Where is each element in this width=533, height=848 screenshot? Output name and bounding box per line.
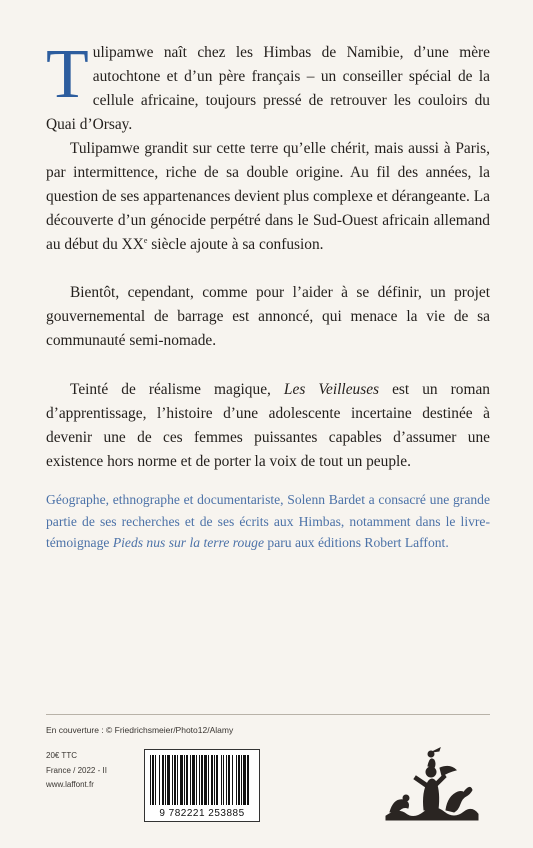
barcode-bar — [228, 755, 230, 805]
summary-paragraph-1-text: ulipamwe naît chez les Himbas de Namibie, d’une mère autochtone et d’un père français – un conseiller spécial de la cellule africaine, toujours pressé de retrouver les couloirs du Quai d’Orsay. — [46, 44, 490, 133]
divider-rule — [46, 714, 490, 715]
website-label: www.laffont.fr — [46, 780, 94, 789]
barcode-bar — [199, 755, 200, 805]
barcode-bar — [192, 755, 195, 805]
barcode-bar — [165, 755, 166, 805]
summary-paragraph-4-start: Teinté de réalisme magique, — [70, 381, 284, 398]
barcode-bar — [152, 755, 154, 805]
barcode-bar — [211, 755, 213, 805]
barcode-bar — [184, 755, 185, 805]
barcode-bar — [162, 755, 164, 805]
summary-paragraph-1 — [46, 36, 490, 137]
barcode-bar — [150, 755, 151, 805]
summary-paragraph-4 — [46, 378, 490, 474]
barcode-bar — [155, 755, 156, 805]
isbn-barcode — [144, 749, 260, 822]
barcode-bar — [243, 755, 246, 805]
summary-paragraph-2-text: Tulipamwe grandit sur cette terre qu’elle chérit, mais aussi à Paris, par intermittence, riche de sa double origine. Au fil des années, la question de ses appartenances devient plus complexe et dérangeante. La découverte d’un génocide perpétré dans le Sud-Ouest africain allemand au début du — [46, 140, 490, 253]
barcode-bar — [214, 755, 215, 805]
author-bio — [46, 489, 490, 554]
barcode-bar — [159, 755, 160, 805]
novel-title: Les Veilleuses — [283, 381, 380, 398]
barcode-bar — [223, 755, 224, 805]
barcode-bars — [148, 755, 256, 805]
isbn-number: 9 782221 253885 — [159, 808, 245, 819]
barcode-bar — [247, 755, 249, 805]
barcode-bar — [236, 755, 237, 805]
author-bio-end: paru aux éditions Robert Laffont. — [264, 535, 449, 550]
edition-label: France / 2022 - II — [46, 765, 107, 775]
barcode-bar — [167, 755, 170, 805]
barcode-bar — [196, 755, 197, 805]
century-numeral: XX — [121, 236, 144, 253]
barcode-bar — [226, 755, 227, 805]
summary-paragraph-2 — [46, 137, 490, 257]
cover-credit: En couverture : © Friedrichsmeier/Photo12/Alamy — [46, 725, 234, 735]
barcode-bar — [204, 755, 207, 805]
barcode-bar — [238, 755, 240, 805]
barcode-bar — [241, 755, 242, 805]
author-bio-start: Géographe, ethnographe et documentariste, Solenn Bardet a consacré une grande partie de ses recherches et de ses écrits aux Himbas, notamment dans le livre-témoignage — [46, 492, 490, 550]
previous-book-title: Pieds nus sur la terre rouge — [112, 535, 264, 550]
publisher-info — [46, 749, 107, 793]
barcode-bar — [174, 755, 176, 805]
barcode-bar — [177, 755, 178, 805]
barcode-bar — [201, 755, 203, 805]
barcode-bar — [186, 755, 188, 805]
barcode-bar — [180, 755, 183, 805]
summary-paragraph-3: Bientôt, cependant, comme pour l’aider à se définir, un projet gouvernemental de barrage est annoncé, qui menace la vie de sa communauté semi-nomade. — [46, 284, 490, 349]
barcode-bar — [232, 755, 233, 805]
barcode-bar — [208, 755, 209, 805]
barcode-bar — [221, 755, 222, 805]
summary-paragraph-4-end: est un roman d’apprentissage, l’histoire d’une adolescente incertaine destinée à devenir une de ces femmes puissantes capables d’assumer une existence hors norme et de porter la voix de tout un peuple. — [46, 381, 490, 470]
century-superscript: e — [143, 235, 148, 245]
mythological-figures-logo-icon — [384, 746, 480, 824]
drop-cap-letter: T — [46, 36, 89, 113]
barcode-bar — [190, 755, 191, 805]
summary-paragraph-2-end: siècle ajoute à sa confusion. — [147, 236, 324, 253]
barcode-bar — [172, 755, 173, 805]
barcode-bar — [216, 755, 218, 805]
price-label: 20€ TTC — [46, 751, 77, 760]
